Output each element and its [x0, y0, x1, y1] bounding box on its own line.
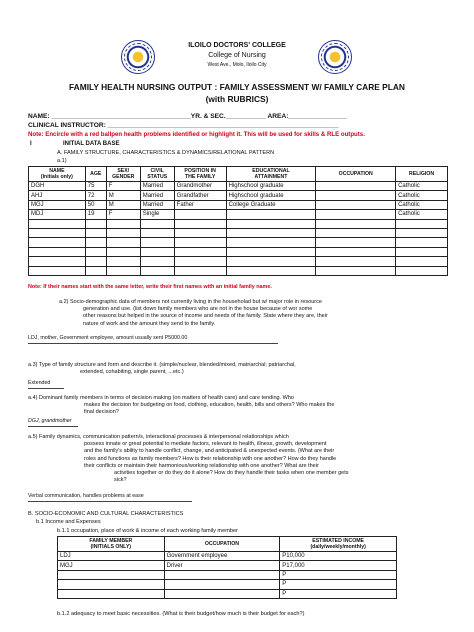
family-table-header: NAME (Initials only)	[29, 167, 86, 182]
family-table-cell	[106, 247, 140, 256]
family-table-cell	[174, 219, 226, 228]
a2-answer-line	[28, 343, 278, 344]
family-table-cell: Married	[140, 191, 174, 200]
family-table-cell	[174, 228, 226, 237]
a5-line-5: their conflicts or maintain their harmonious/working relationship with one another? What are their	[84, 462, 319, 469]
family-table-cell: M	[106, 200, 140, 209]
family-table-cell	[140, 266, 174, 275]
family-table-cell	[316, 266, 396, 275]
family-table-cell: 75	[85, 182, 106, 191]
page-title: FAMILY HEALTH NURSING OUTPUT : FAMILY ASSESSMENT W/ FAMILY CARE PLAN	[69, 82, 405, 92]
income-table-cell	[58, 589, 165, 598]
income-table-cell	[164, 570, 280, 579]
section-roman: I	[30, 141, 32, 147]
family-table-cell: Highschool graduate	[226, 191, 316, 200]
family-table-cell	[140, 257, 174, 266]
family-table-header: EDUCATIONAL ATTAINMENT	[226, 167, 316, 182]
family-table-cell: 72	[85, 191, 106, 200]
a4-answer-line	[28, 426, 78, 427]
family-table-header: POSITION IN THE FAMILY	[174, 167, 226, 182]
family-table-cell	[316, 257, 396, 266]
income-table-header: OCCUPATION	[164, 537, 280, 552]
a3-line-2: extended, cohabiting, single parent, ...etc.)	[80, 369, 184, 376]
family-table-cell	[226, 219, 316, 228]
a5-line-6: activities together or do they do it alone? How do they handle their tasks when one member gets	[114, 470, 349, 477]
family-table-cell	[85, 247, 106, 256]
b12-question: b.1.2 adequacy to meet basic necessities. (What is their budget/how much is their budget for each?)	[57, 611, 305, 617]
a2-line-1: a.2) Socio-demographic data of members not currently living in the householad but w/ major role in resource	[59, 299, 322, 305]
family-table-cell	[140, 247, 174, 256]
family-table-cell	[29, 228, 86, 237]
a4-line-3: final decision?	[84, 409, 119, 416]
family-table-cell	[396, 238, 448, 247]
a2-question	[59, 299, 328, 328]
a3-line-1: a.3) Type of family structure and form and describe it. (simple/nuclear, blended/mixed, matriarchal; patriarchal,	[28, 362, 296, 368]
a5-line-4: roles and functions as family members? How is their relationship with one another? How do they handle	[84, 455, 337, 462]
family-table-cell	[316, 210, 396, 219]
family-table-cell: 50	[85, 200, 106, 209]
subsection-a-title: A. FAMILY STRUCTURE, CHARACTERISTICS & DYNAMICS/RELATIONAL PATTERN	[57, 150, 275, 156]
a5-line-1: a.5) Family dynamics, communication pattern/s, interactional processes & interpersonal relationships which	[28, 434, 289, 440]
family-table-cell	[174, 257, 226, 266]
family-table-cell: MGJ	[29, 200, 86, 209]
family-table-row	[29, 247, 448, 256]
family-table-cell: Highschool graduate	[226, 182, 316, 191]
red-note-names: Note: If their names start with the same letter, write their first names with an initial family name.	[28, 284, 272, 290]
b1-title: b.1 Income and Expenses	[36, 519, 101, 525]
family-table-cell: Married	[140, 200, 174, 209]
family-table-cell: DGH	[29, 182, 86, 191]
income-table-cell: LDJ	[58, 552, 165, 561]
income-table-row	[58, 589, 397, 598]
income-table-cell: P	[280, 589, 397, 598]
family-table-cell	[316, 219, 396, 228]
family-table-cell	[226, 266, 316, 275]
family-table-cell: M	[106, 191, 140, 200]
family-table-row	[29, 200, 448, 209]
family-table-row	[29, 238, 448, 247]
clinical-instructor-line: CLINICAL INSTRUCTOR: _______________________________________________________________	[28, 122, 339, 129]
income-table-cell	[58, 580, 165, 589]
family-table-cell	[174, 266, 226, 275]
family-table-cell	[106, 266, 140, 275]
department-name: College of Nursing	[208, 52, 266, 59]
family-table-cell	[396, 247, 448, 256]
family-table-row	[29, 257, 448, 266]
income-table	[57, 536, 397, 599]
income-table-cell: P	[280, 570, 397, 579]
income-table-row	[58, 561, 397, 570]
family-table-cell	[316, 200, 396, 209]
family-table-cell	[106, 228, 140, 237]
family-table-cell	[85, 238, 106, 247]
a3-question	[28, 362, 296, 376]
family-table-header: RELIGION	[396, 167, 448, 182]
family-table-cell: AHJ	[29, 191, 86, 200]
family-table-cell: MDJ	[29, 210, 86, 219]
a2-line-3: other reasons but helped in the source of income and needs of the family. State where they are, their	[83, 313, 328, 320]
income-table-cell: P17,000	[280, 561, 397, 570]
a2-line-4: nature of work and the amount they send to the family.	[83, 320, 216, 327]
family-table-cell	[226, 257, 316, 266]
a3-answer-line	[28, 388, 64, 389]
family-table-cell: Catholic	[396, 182, 448, 191]
family-table-row	[29, 182, 448, 191]
family-table-cell	[174, 210, 226, 219]
family-table-header: AGE	[85, 167, 106, 182]
a4-question	[28, 395, 334, 417]
a4-answer: DGJ, grandmother	[28, 418, 72, 424]
a3-answer: Extended	[28, 380, 51, 386]
income-table-cell: Government employee	[164, 552, 280, 561]
income-table-header: ESTIMATED INCOME (daily/weekly/monthly)	[280, 537, 397, 552]
family-table-cell	[140, 238, 174, 247]
family-table-cell	[396, 228, 448, 237]
family-table-cell	[316, 182, 396, 191]
family-table-row	[29, 210, 448, 219]
family-table-cell	[29, 247, 86, 256]
family-table-cell: College Graduate	[226, 200, 316, 209]
family-table-cell: Catholic	[396, 210, 448, 219]
name-line: NAME: ______________________________________YR. & SEC.___________ AREA:________________	[28, 113, 348, 120]
family-table-cell	[106, 219, 140, 228]
family-table-cell: Grandmother	[174, 182, 226, 191]
section-b-title: B. SOCIO-ECONOMIC AND CULTURAL CHARACTERISTICS	[28, 511, 184, 517]
family-table-cell	[174, 238, 226, 247]
family-table-cell	[226, 228, 316, 237]
a5-line-7: sick?	[114, 477, 127, 484]
family-table-cell	[106, 257, 140, 266]
family-table-cell	[85, 257, 106, 266]
income-table-cell: Driver	[164, 561, 280, 570]
family-table-cell: Single	[140, 210, 174, 219]
income-table-cell	[164, 580, 280, 589]
family-table-cell: Catholic	[396, 191, 448, 200]
a5-line-3: and the family's ability to handle conflict, change, and anticipated & unexpected events. (What are their	[84, 448, 335, 455]
family-table-row	[29, 219, 448, 228]
income-table-row	[58, 552, 397, 561]
family-table-cell	[106, 238, 140, 247]
income-table-row	[58, 580, 397, 589]
income-table-cell: MGJ	[58, 561, 165, 570]
a5-question	[28, 434, 349, 484]
family-table-cell	[140, 228, 174, 237]
income-table-cell	[58, 570, 165, 579]
a4-line-1: a.4) Dominant family members in terms of decision making (on matters of health care) and care tending. Who	[28, 395, 294, 401]
income-table-header: FAMILY MEMBER (INITIALS ONLY)	[58, 537, 165, 552]
family-table-cell	[29, 238, 86, 247]
red-note-top: Note: Encircle with a red ballpen health problems identified or highlight it. This will be used for skills & RLE outputs.	[28, 131, 365, 138]
a1-label: a.1)	[57, 158, 67, 164]
a5-line-2: possess innate or great potential to mediate factors, relevant to health, illness, growth, development	[84, 441, 327, 448]
family-table-cell	[316, 247, 396, 256]
family-table-cell: F	[106, 210, 140, 219]
a5-answer-line	[28, 501, 192, 502]
income-table-cell: P	[280, 580, 397, 589]
family-table-cell	[85, 219, 106, 228]
family-table-cell	[226, 210, 316, 219]
family-table-cell	[316, 191, 396, 200]
family-table-cell: Father	[174, 200, 226, 209]
family-table-cell	[29, 266, 86, 275]
family-table-cell: Catholic	[396, 200, 448, 209]
section-title: INITIAL DATA BASE	[63, 141, 120, 147]
family-table-cell	[316, 238, 396, 247]
b11-title: b.1.1 occupation, place of work & income of each working family member	[57, 528, 238, 534]
family-table-cell	[226, 247, 316, 256]
family-table-cell: Grandfather	[174, 191, 226, 200]
a2-answer: LDJ, mother, Government employee, amount usually sent P5000.00	[28, 335, 188, 341]
family-table-header: OCCUPATION	[316, 167, 396, 182]
family-table-cell	[396, 219, 448, 228]
family-table-row	[29, 266, 448, 275]
family-table-cell	[316, 228, 396, 237]
family-structure-table	[28, 166, 448, 276]
family-table-cell	[29, 219, 86, 228]
family-table-cell: Married	[140, 182, 174, 191]
family-table-cell: 19	[85, 210, 106, 219]
family-table-cell	[140, 219, 174, 228]
family-table-cell	[174, 247, 226, 256]
family-table-cell	[85, 228, 106, 237]
family-table-cell	[396, 257, 448, 266]
income-table-cell: P10,000	[280, 552, 397, 561]
family-table-cell	[226, 238, 316, 247]
family-table-cell	[29, 257, 86, 266]
page-subtitle: (with RUBRICS)	[205, 94, 269, 104]
a2-line-2: generation and use. (list down family members who are not in the house because of wor some	[83, 306, 313, 313]
college-address: West Ave., Molo, Iloilo City	[207, 62, 267, 68]
family-table-cell	[85, 266, 106, 275]
family-table-header: SEX/ GENDER	[106, 167, 140, 182]
family-table-header: CIVIL STATUS	[140, 167, 174, 182]
income-table-cell	[164, 589, 280, 598]
a5-answer: Verbal communication, handles problems at ease	[28, 493, 144, 499]
college-name: ILOILO DOCTORS' COLLEGE	[188, 42, 286, 49]
family-table-cell	[396, 266, 448, 275]
family-table-row	[29, 191, 448, 200]
income-table-row	[58, 570, 397, 579]
a4-line-2: makes the decision for budgeting on food, clothing, education, health, bills and others? Who makes the	[84, 402, 335, 409]
family-table-row	[29, 228, 448, 237]
family-table-cell: F	[106, 182, 140, 191]
